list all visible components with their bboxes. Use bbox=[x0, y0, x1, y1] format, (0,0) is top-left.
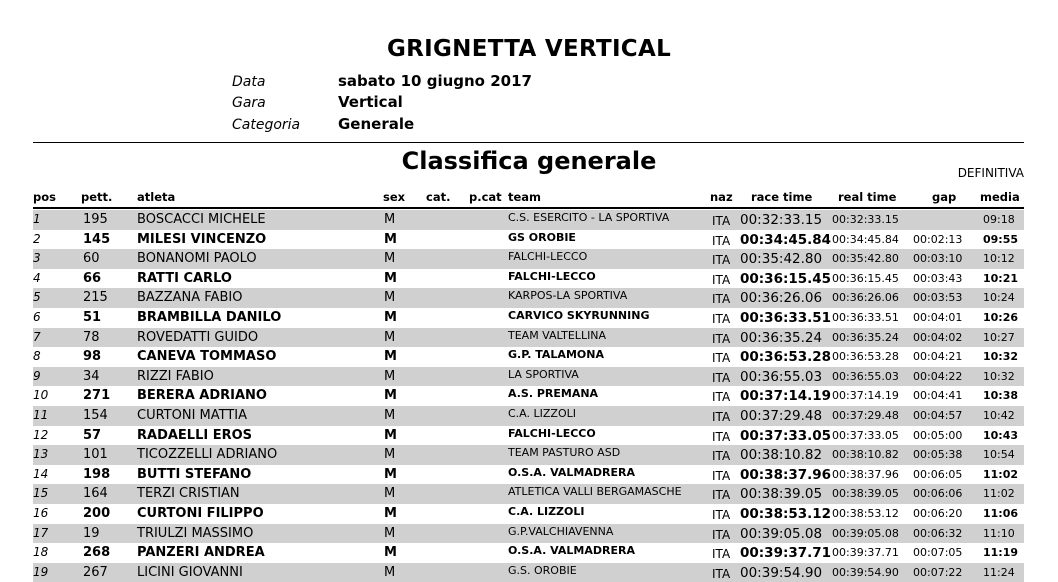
cell-pos: 6 bbox=[33, 309, 41, 324]
cell-race: 00:36:53.28 bbox=[740, 349, 832, 366]
cell-real: 00:38:37.96 bbox=[832, 467, 899, 481]
cell-sex: M bbox=[384, 231, 397, 247]
col-header-naz: naz bbox=[710, 190, 733, 204]
cell-naz: ITA bbox=[712, 409, 731, 424]
cell-atleta: PANZERI ANDREA bbox=[137, 545, 265, 561]
col-header-pcat: p.cat bbox=[469, 190, 502, 204]
cell-pett: 19 bbox=[83, 525, 100, 541]
status-badge: DEFINITIVA bbox=[957, 166, 1024, 180]
cell-pett: 34 bbox=[83, 368, 100, 384]
cell-naz: ITA bbox=[712, 351, 731, 366]
cell-sex: M bbox=[384, 368, 396, 384]
cell-team: O.S.A. VALMADRERA bbox=[508, 465, 635, 479]
table-row bbox=[33, 426, 1024, 446]
cell-pos: 1 bbox=[33, 212, 41, 226]
cell-pett: 200 bbox=[83, 505, 111, 521]
cell-sex: M bbox=[384, 564, 396, 580]
cell-naz: ITA bbox=[712, 527, 731, 542]
table-row bbox=[33, 445, 1024, 465]
cell-real: 00:36:55.03 bbox=[832, 369, 899, 383]
cell-pett: 60 bbox=[83, 251, 100, 267]
cell-real: 00:37:29.48 bbox=[832, 408, 899, 422]
cell-race: 00:37:33.05 bbox=[740, 427, 832, 444]
cell-gap: 00:04:01 bbox=[913, 310, 963, 324]
cell-race: 00:38:10.82 bbox=[740, 447, 823, 464]
meta-value-gara: Vertical bbox=[338, 93, 403, 111]
cell-team: CARVICO SKYRUNNING bbox=[508, 308, 650, 322]
meta-value-categoria: Generale bbox=[338, 115, 415, 133]
cell-team: TEAM PASTURO ASD bbox=[508, 446, 621, 460]
cell-atleta: ROVEDATTI GUIDO bbox=[137, 329, 259, 345]
cell-team: GS OROBIE bbox=[508, 230, 576, 244]
cell-sex: M bbox=[384, 251, 396, 267]
cell-media: 09:18 bbox=[983, 213, 1015, 226]
cell-sex: M bbox=[384, 407, 396, 423]
cell-pos: 18 bbox=[33, 545, 49, 560]
cell-gap: 00:04:22 bbox=[913, 369, 963, 383]
table-row bbox=[33, 563, 1024, 582]
cell-pett: 78 bbox=[83, 329, 100, 345]
cell-atleta: TRIULZI MASSIMO bbox=[137, 525, 254, 541]
cell-real: 00:38:53.12 bbox=[832, 506, 899, 520]
cell-pett: 66 bbox=[83, 270, 102, 286]
cell-team: C.A. LIZZOLI bbox=[508, 406, 576, 420]
cell-team: LA SPORTIVA bbox=[508, 367, 579, 381]
cell-team: C.A. LIZZOLI bbox=[508, 504, 585, 518]
cell-gap: 00:05:38 bbox=[913, 448, 963, 462]
cell-pos: 10 bbox=[33, 388, 49, 403]
cell-race: 00:38:53.12 bbox=[740, 505, 832, 522]
cell-real: 00:32:33.15 bbox=[832, 213, 899, 226]
cell-naz: ITA bbox=[712, 253, 731, 268]
cell-sex: M bbox=[384, 388, 397, 404]
cell-pos: 14 bbox=[33, 466, 49, 481]
cell-naz: ITA bbox=[712, 507, 731, 522]
table-row bbox=[33, 210, 1024, 230]
col-header-race: race time bbox=[751, 190, 813, 204]
cell-team: O.S.A. VALMADRERA bbox=[508, 544, 635, 558]
cell-pett: 195 bbox=[83, 212, 108, 227]
cell-pos: 2 bbox=[33, 231, 41, 246]
cell-race: 00:36:26.06 bbox=[740, 290, 823, 307]
col-header-cat: cat. bbox=[426, 190, 451, 204]
table-row bbox=[33, 328, 1024, 348]
cell-real: 00:38:10.82 bbox=[832, 448, 899, 462]
cell-atleta: LICINI GIOVANNI bbox=[137, 564, 243, 580]
cell-atleta: CURTONI MATTIA bbox=[137, 407, 248, 423]
cell-gap: 00:04:41 bbox=[913, 389, 963, 403]
cell-media: 10:32 bbox=[983, 350, 1019, 364]
meta-label-gara: Gara bbox=[232, 95, 266, 111]
cell-pett: 145 bbox=[83, 231, 111, 247]
cell-team: KARPOS-LA SPORTIVA bbox=[508, 289, 628, 303]
cell-media: 10:12 bbox=[983, 252, 1015, 266]
cell-team: ATLETICA VALLI BERGAMASCHE bbox=[508, 485, 682, 499]
cell-pos: 3 bbox=[33, 251, 41, 266]
cell-naz: ITA bbox=[712, 370, 731, 385]
cell-media: 10:38 bbox=[983, 389, 1019, 403]
cell-sex: M bbox=[384, 447, 396, 463]
cell-atleta: BERERA ADRIANO bbox=[137, 388, 267, 404]
cell-atleta: TICOZZELLI ADRIANO bbox=[137, 447, 278, 463]
cell-gap: 00:04:02 bbox=[913, 330, 963, 344]
table-row bbox=[33, 269, 1024, 289]
cell-real: 00:39:37.71 bbox=[832, 546, 899, 560]
table-row bbox=[33, 543, 1024, 563]
table-row bbox=[33, 406, 1024, 426]
col-header-media: media bbox=[980, 190, 1020, 204]
cell-team: G.S. OROBIE bbox=[508, 563, 577, 577]
cell-media: 10:27 bbox=[983, 330, 1015, 344]
cell-media: 10:32 bbox=[983, 369, 1015, 383]
meta-value-data: sabato 10 giugno 2017 bbox=[338, 72, 532, 90]
cell-naz: ITA bbox=[712, 566, 731, 581]
cell-gap: 00:06:05 bbox=[913, 467, 963, 481]
cell-gap: 00:07:05 bbox=[913, 546, 963, 560]
cell-race: 00:37:14.19 bbox=[740, 388, 832, 405]
cell-pett: 268 bbox=[83, 545, 111, 561]
cell-pett: 198 bbox=[83, 466, 111, 482]
cell-gap: 00:06:06 bbox=[913, 487, 963, 501]
cell-sex: M bbox=[384, 505, 397, 521]
cell-team: FALCHI-LECCO bbox=[508, 426, 596, 440]
cell-atleta: BRAMBILLA DANILO bbox=[137, 309, 282, 325]
table-header bbox=[33, 190, 1024, 206]
cell-pos: 16 bbox=[33, 505, 49, 520]
cell-race: 00:36:55.03 bbox=[740, 368, 823, 385]
cell-gap: 00:03:10 bbox=[913, 252, 963, 266]
cell-team: A.S. PREMANA bbox=[508, 387, 599, 401]
cell-sex: M bbox=[384, 525, 396, 541]
table-row bbox=[33, 504, 1024, 524]
cell-media: 10:42 bbox=[983, 408, 1015, 422]
cell-pett: 57 bbox=[83, 427, 102, 443]
cell-media: 11:24 bbox=[983, 565, 1015, 579]
cell-real: 00:36:53.28 bbox=[832, 350, 899, 364]
cell-race: 00:39:05.08 bbox=[740, 525, 823, 542]
cell-media: 10:21 bbox=[983, 271, 1019, 285]
cell-pos: 5 bbox=[33, 290, 41, 305]
cell-gap: 00:02:13 bbox=[913, 232, 963, 246]
cell-race: 00:38:37.96 bbox=[740, 466, 832, 483]
header-divider bbox=[33, 142, 1024, 143]
cell-pos: 19 bbox=[33, 564, 49, 579]
cell-media: 11:02 bbox=[983, 467, 1019, 481]
cell-naz: ITA bbox=[712, 272, 731, 287]
cell-pett: 271 bbox=[83, 388, 111, 404]
cell-gap: 00:03:43 bbox=[913, 271, 963, 285]
meta-label-data: Data bbox=[232, 74, 266, 90]
table-row bbox=[33, 347, 1024, 367]
cell-pos: 13 bbox=[33, 447, 49, 462]
cell-media: 11:10 bbox=[983, 526, 1015, 540]
cell-naz: ITA bbox=[712, 292, 731, 307]
cell-sex: M bbox=[384, 270, 397, 286]
table-row bbox=[33, 249, 1024, 269]
table-row bbox=[33, 386, 1024, 406]
cell-gap: 00:04:57 bbox=[913, 408, 963, 422]
table-row bbox=[33, 308, 1024, 328]
cell-race: 00:36:35.24 bbox=[740, 329, 823, 346]
cell-team: G.P. TALAMONA bbox=[508, 348, 604, 362]
cell-pett: 51 bbox=[83, 309, 102, 325]
cell-media: 11:06 bbox=[983, 506, 1019, 520]
cell-sex: M bbox=[384, 427, 397, 443]
cell-naz: ITA bbox=[712, 331, 731, 346]
cell-media: 09:55 bbox=[983, 232, 1019, 246]
col-header-team: team bbox=[508, 190, 542, 204]
cell-naz: ITA bbox=[712, 429, 731, 444]
col-header-gap: gap bbox=[932, 190, 957, 204]
cell-atleta: CURTONI FILIPPO bbox=[137, 505, 264, 521]
cell-pos: 12 bbox=[33, 427, 49, 442]
cell-race: 00:34:45.84 bbox=[740, 231, 832, 248]
cell-atleta: TERZI CRISTIAN bbox=[137, 486, 240, 502]
cell-atleta: BOSCACCI MICHELE bbox=[137, 212, 266, 227]
cell-real: 00:38:39.05 bbox=[832, 487, 899, 501]
cell-sex: M bbox=[384, 486, 396, 502]
cell-media: 11:02 bbox=[983, 487, 1015, 501]
cell-sex: M bbox=[384, 290, 396, 306]
cell-sex: M bbox=[384, 309, 397, 325]
cell-naz: ITA bbox=[712, 311, 731, 326]
col-header-pos: pos bbox=[33, 190, 56, 204]
cell-real: 00:39:05.08 bbox=[832, 526, 899, 540]
cell-media: 10:43 bbox=[983, 428, 1019, 442]
cell-race: 00:36:15.45 bbox=[740, 270, 832, 287]
cell-pos: 4 bbox=[33, 270, 41, 285]
cell-gap: 00:07:22 bbox=[913, 565, 963, 579]
cell-sex: M bbox=[384, 466, 397, 482]
cell-real: 00:39:54.90 bbox=[832, 565, 899, 579]
cell-pos: 17 bbox=[33, 525, 49, 540]
cell-atleta: CANEVA TOMMASO bbox=[137, 349, 277, 365]
cell-race: 00:35:42.80 bbox=[740, 251, 823, 268]
cell-race: 00:39:37.71 bbox=[740, 545, 832, 562]
cell-sex: M bbox=[384, 329, 396, 345]
cell-real: 00:37:33.05 bbox=[832, 428, 899, 442]
cell-atleta: BONANOMI PAOLO bbox=[137, 251, 257, 267]
cell-sex: M bbox=[384, 545, 397, 561]
cell-team: C.S. ESERCITO - LA SPORTIVA bbox=[508, 211, 670, 224]
cell-pett: 164 bbox=[83, 486, 108, 502]
cell-real: 00:36:33.51 bbox=[832, 310, 899, 324]
cell-pos: 8 bbox=[33, 349, 41, 364]
cell-atleta: MILESI VINCENZO bbox=[137, 231, 267, 247]
cell-real: 00:36:35.24 bbox=[832, 330, 899, 344]
cell-pett: 267 bbox=[83, 564, 108, 580]
cell-team: TEAM VALTELLINA bbox=[508, 328, 607, 342]
table-row bbox=[33, 524, 1024, 544]
cell-atleta: RADAELLI EROS bbox=[137, 427, 253, 443]
cell-pos: 11 bbox=[33, 407, 49, 422]
cell-naz: ITA bbox=[712, 488, 731, 503]
table-row bbox=[33, 367, 1024, 387]
cell-gap: 00:03:53 bbox=[913, 291, 963, 305]
cell-team: FALCHI-LECCO bbox=[508, 269, 596, 283]
table-row bbox=[33, 465, 1024, 485]
cell-sex: M bbox=[384, 212, 396, 227]
col-header-pett: pett. bbox=[81, 190, 113, 204]
cell-pos: 9 bbox=[33, 368, 41, 383]
cell-real: 00:35:42.80 bbox=[832, 252, 899, 266]
cell-gap: 00:04:21 bbox=[913, 350, 963, 364]
cell-atleta: BUTTI STEFANO bbox=[137, 466, 252, 482]
cell-sex: M bbox=[384, 349, 397, 365]
results-table bbox=[33, 210, 1024, 582]
cell-atleta: RATTI CARLO bbox=[137, 270, 232, 286]
cell-naz: ITA bbox=[712, 214, 731, 228]
page-title: GRIGNETTA VERTICAL bbox=[386, 36, 672, 62]
table-header-divider bbox=[33, 207, 1024, 209]
cell-real: 00:34:45.84 bbox=[832, 232, 899, 246]
cell-pos: 15 bbox=[33, 486, 49, 501]
table-row bbox=[33, 288, 1024, 308]
cell-atleta: BAZZANA FABIO bbox=[137, 290, 243, 306]
cell-race: 00:39:54.90 bbox=[740, 564, 823, 581]
cell-gap: 00:05:00 bbox=[913, 428, 963, 442]
cell-race: 00:38:39.05 bbox=[740, 486, 823, 503]
col-header-real: real time bbox=[838, 190, 897, 204]
cell-naz: ITA bbox=[712, 233, 731, 248]
cell-media: 10:24 bbox=[983, 291, 1015, 305]
cell-pett: 154 bbox=[83, 407, 108, 423]
cell-real: 00:36:15.45 bbox=[832, 271, 899, 285]
cell-atleta: RIZZI FABIO bbox=[137, 368, 214, 384]
cell-gap: 00:06:20 bbox=[913, 506, 963, 520]
cell-pos: 7 bbox=[33, 329, 41, 344]
cell-team: FALCHI-LECCO bbox=[508, 250, 588, 264]
cell-pett: 215 bbox=[83, 290, 108, 306]
cell-race: 00:37:29.48 bbox=[740, 407, 823, 424]
cell-gap: 00:06:32 bbox=[913, 526, 963, 540]
page-subtitle: Classifica generale bbox=[401, 147, 657, 175]
cell-naz: ITA bbox=[712, 468, 731, 483]
cell-race: 00:32:33.15 bbox=[740, 212, 823, 228]
cell-media: 10:54 bbox=[983, 448, 1015, 462]
cell-real: 00:37:14.19 bbox=[832, 389, 899, 403]
table-row bbox=[33, 230, 1024, 250]
cell-pett: 98 bbox=[83, 349, 102, 365]
table-row bbox=[33, 484, 1024, 504]
cell-real: 00:36:26.06 bbox=[832, 291, 899, 305]
cell-naz: ITA bbox=[712, 390, 731, 405]
cell-naz: ITA bbox=[712, 449, 731, 464]
col-header-atleta: atleta bbox=[137, 190, 176, 204]
cell-pett: 101 bbox=[83, 447, 108, 463]
cell-media: 10:26 bbox=[983, 310, 1019, 324]
cell-race: 00:36:33.51 bbox=[740, 309, 832, 326]
cell-team: G.P.VALCHIAVENNA bbox=[508, 524, 614, 538]
meta-label-categoria: Categoria bbox=[232, 117, 301, 133]
col-header-sex: sex bbox=[383, 190, 406, 204]
cell-media: 11:19 bbox=[983, 546, 1019, 560]
cell-naz: ITA bbox=[712, 547, 731, 562]
